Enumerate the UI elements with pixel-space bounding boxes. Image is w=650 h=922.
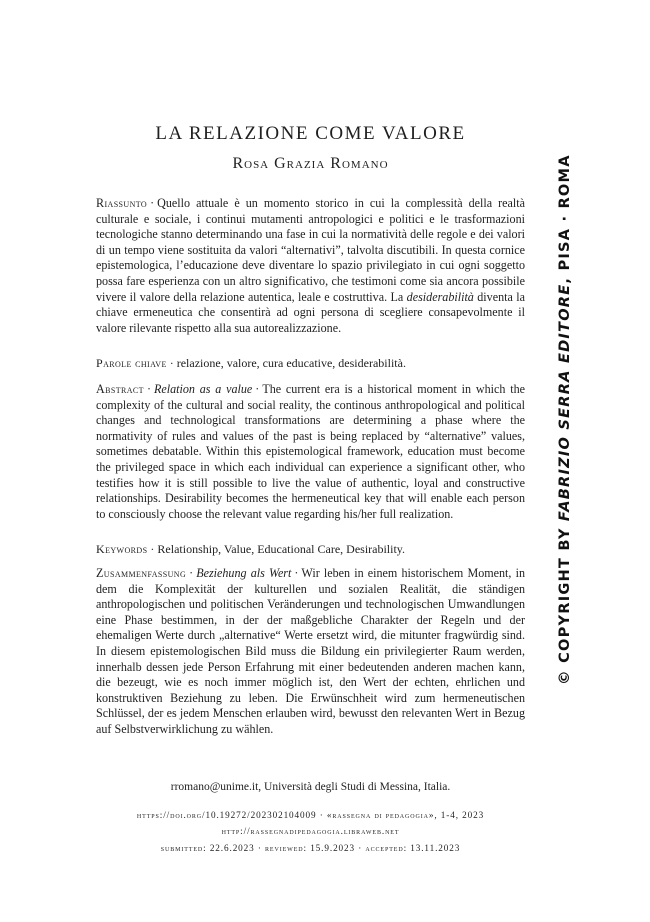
abstract-paragraph [96,382,525,522]
abstract-label: Abstract [96,382,144,396]
copyright-publisher: FABRIZIO SERRA EDITORE [556,283,573,522]
separator-dot: · [294,566,299,580]
riassunto-text-b: diventa la chiave ermeneutica che consentirà ad ogni persona di scegliere consapevolmente il valore rilevante rispetto alla sua autorealizzazione. [96,289,525,335]
parole-chiave [96,356,536,371]
submission-dates: submitted: 22.6.2023 · reviewed: 15.9.2023 · accepted: 13.11.2023 [160,843,461,853]
copyright-suffix: , PISA · ROMA [556,154,573,284]
zusammenfassung-text: Wir leben in einem historischem Moment, in dem die Komplexität der kulturellen und sozialen Realität, die ständigen anthropologischen und politischen Veränderungen und technologischen Umwandlungen eine Phase bestimmen, in der der maßgebliche Charakter der Regeln und der ehemaligen Werte durch „alternative“ Werte ersetzt wird, die mitunter fragwürdig sind. In diesem epistemologischen Bild muss die Bildung ein privilegierter Raum werden, innerhalb dessen jede Person Erfahrung mit einer bedeutenden anderen machen kann, die bezeugt, wie es noch immer möglich ist, den Wert der echten, ehrlichen und konstruktiven Beziehung zu leben. Die Erwünschheit wird zum hermeneutischen Schlüssel, der es jedem Menschen erlauben wird, bewusst den relevanten Wert in Bezug auf Selbstverwirklichung zu wählen. [96,566,526,736]
abstract-title: Relation as a value [153,382,253,396]
keywords-label: Keywords [96,542,148,556]
separator-dot: · [255,382,260,396]
parole-chiave-label: Parole chiave [96,356,167,370]
author-affiliation: rromano@unime.it, Università degli Studi di Messina, Italia. [170,781,451,793]
zusammenfassung-title: Beziehung als Wert [196,566,292,580]
riassunto-paragraph [96,196,525,336]
journal-url[interactable]: http://rassegnadipedagogia.libraweb.net [221,826,400,836]
author-name [0,155,621,173]
separator-dot: · [150,196,155,210]
separator-dot: · [169,356,174,370]
zusammenfassung-label: Zusammenfassung [96,566,187,580]
abstract-text: The current era is a historical moment in which the complexity of the cultural and social reality, the continous anthropological and political changes and technological transformations are determining a phase where the normativity of rules and values of the past is being replaced by “alternative” values, sometimes debatable. Within this epistemological framework, education must become the privileged space in which each individual can experience a significant other, who testifies how it is still possible to live the value of authentic, loyal and constructive relationships. Desirability becomes the hermeneutical key that will enable each person to consciously choose the relevant value regarding his/her full realization. [96,382,525,521]
copyright-watermark [556,154,573,685]
keywords [96,542,536,557]
doi-line[interactable]: https://doi.org/10.19272/202302104009 · «rassegna di pedagogia», 1-4, 2023 [136,810,485,820]
parole-chiave-text: relazione, valore, cura educative, desiderabilità. [176,356,406,370]
riassunto-text-a: Quello attuale è un momento storico in cui la complessità della realtà culturale e sociale, i continui mutamenti antropologici e politici e le trasformazioni tecnologiche stanno determinando una fase in cui la normatività delle regole e dei valori di un tempo viene sostituita da valori “alternativi”, talvolta discutibili. In questa cornice epistemologica, l’educazione deve diventare lo spazio privilegiato in cui ogni soggetto possa fare esperienza con un altro significativo, che testimoni come sia ancora possibile vivere il valore della relazione autentica, leale e costruttiva. La [96,196,525,304]
riassunto-emphasis: desiderabilità [406,289,474,304]
copyright-prefix: © COPYRIGHT BY [556,521,573,685]
article-title: LA RELAZIONE COME VALORE [155,123,466,144]
separator-dot: · [146,382,151,396]
separator-dot: · [189,566,194,580]
keywords-text: Relationship, Value, Educational Care, Desirability. [157,542,406,556]
separator-dot: · [150,542,155,556]
zusammenfassung-paragraph [96,566,525,738]
riassunto-label: Riassunto [96,196,148,210]
author-name-text: Rosa Grazia Romano [232,155,389,172]
